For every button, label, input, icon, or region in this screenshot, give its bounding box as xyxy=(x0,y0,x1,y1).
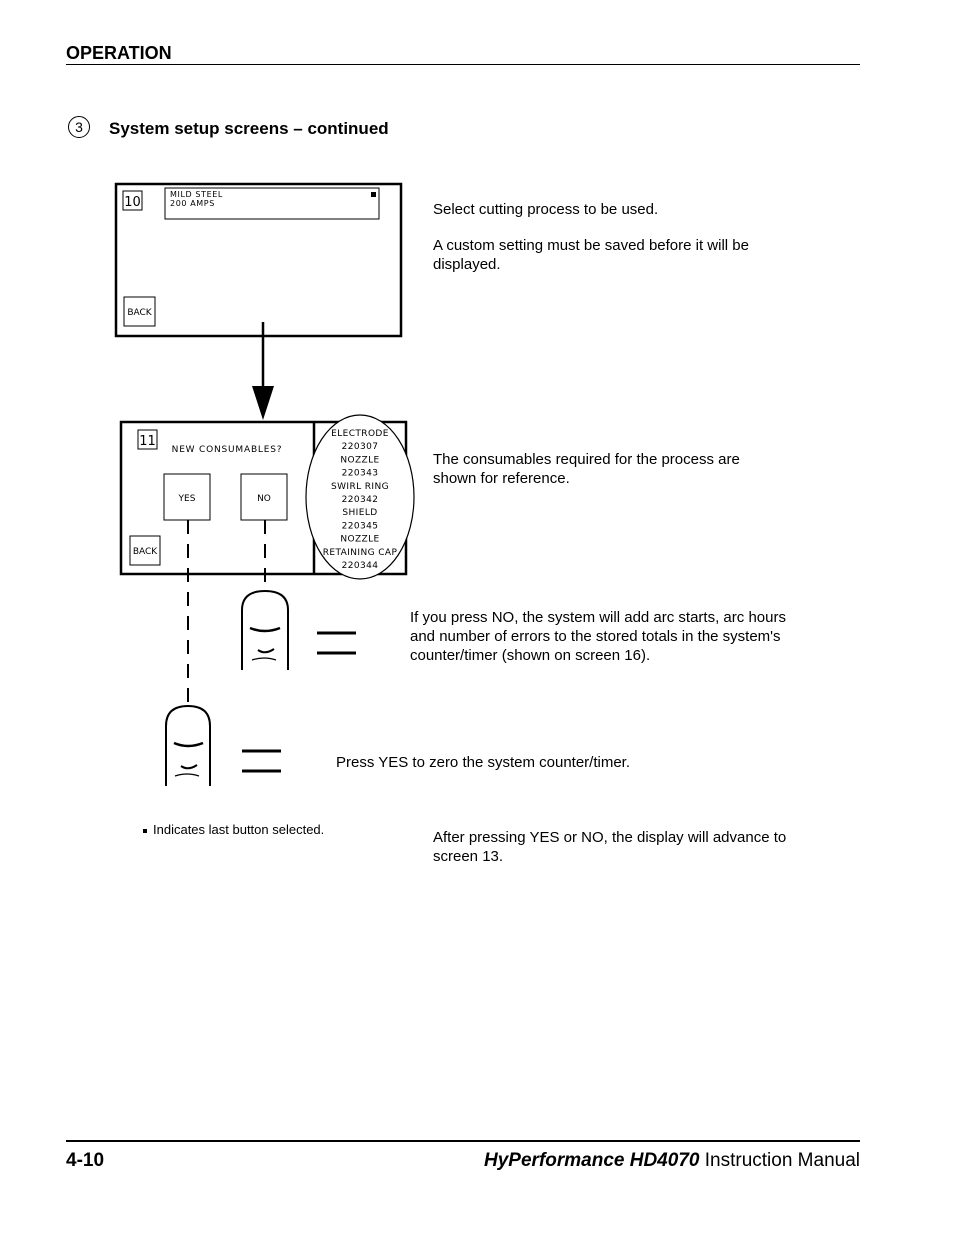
flow-arrow-head-icon xyxy=(252,386,274,420)
last-selected-legend-icon xyxy=(143,829,147,833)
step-number-badge: 3 xyxy=(68,116,90,138)
screen-10-desc-custom: A custom setting must be saved before it will be displayed. xyxy=(433,237,749,273)
consumable-item: NOZZLE xyxy=(340,455,380,466)
advance-desc: After pressing YES or NO, the display will advance to screen 13. xyxy=(433,829,787,865)
screen-10-number: 10 xyxy=(124,195,141,210)
process-name: MILD STEEL xyxy=(170,190,223,199)
consumable-item: NOZZLE xyxy=(340,534,380,545)
process-amps: 200 AMPS xyxy=(170,199,215,208)
consumable-item: 220344 xyxy=(341,561,379,571)
consumable-item: 220345 xyxy=(341,521,379,532)
page-number: 4-10 xyxy=(66,1150,105,1171)
consumable-item: 220307 xyxy=(341,442,379,453)
manual-title xyxy=(484,1150,860,1172)
consumable-item: SHIELD xyxy=(342,508,378,519)
section-title: System setup screens – continued xyxy=(109,119,389,138)
manual-label: Instruction Manual xyxy=(704,1150,860,1171)
screen-10 xyxy=(116,184,401,336)
header-title: OPERATION xyxy=(66,43,172,63)
last-selected-indicator-icon xyxy=(371,192,376,197)
footer-rule xyxy=(66,1140,860,1142)
screen-11-desc: The consumables required for the process are shown for reference. xyxy=(433,451,740,487)
screen-11 xyxy=(121,415,414,579)
yes-press-desc: Press YES to zero the system counter/timer. xyxy=(336,754,631,771)
consumables-prompt: NEW CONSUMABLES? xyxy=(171,445,283,455)
screen-11-back-label: BACK xyxy=(132,547,158,557)
legend-text: Indicates last button selected. xyxy=(153,822,325,837)
screen-10-back-label: BACK xyxy=(127,308,152,318)
legend xyxy=(143,822,324,837)
finger-press-no-icon xyxy=(242,591,288,670)
no-press-desc: If you press NO, the system will add arc starts, arc hours and number of errors to the stored totals in the system's counter/timer (shown on screen 16). xyxy=(410,609,786,664)
consumable-item: RETAINING CAP xyxy=(322,547,398,558)
screen-11-number: 11 xyxy=(139,434,156,449)
consumable-item: 220343 xyxy=(341,468,379,479)
consumable-item: ELECTRODE xyxy=(331,429,389,439)
no-label: NO xyxy=(257,494,271,504)
screen-10-desc-select: Select cutting process to be used. xyxy=(433,201,659,218)
consumable-item: 220342 xyxy=(341,495,379,505)
yes-label: YES xyxy=(178,494,196,504)
product-name: HyPerformance HD4070 xyxy=(484,1150,700,1171)
finger-press-yes-icon xyxy=(166,706,210,786)
consumable-item: SWIRL RING xyxy=(330,481,390,492)
